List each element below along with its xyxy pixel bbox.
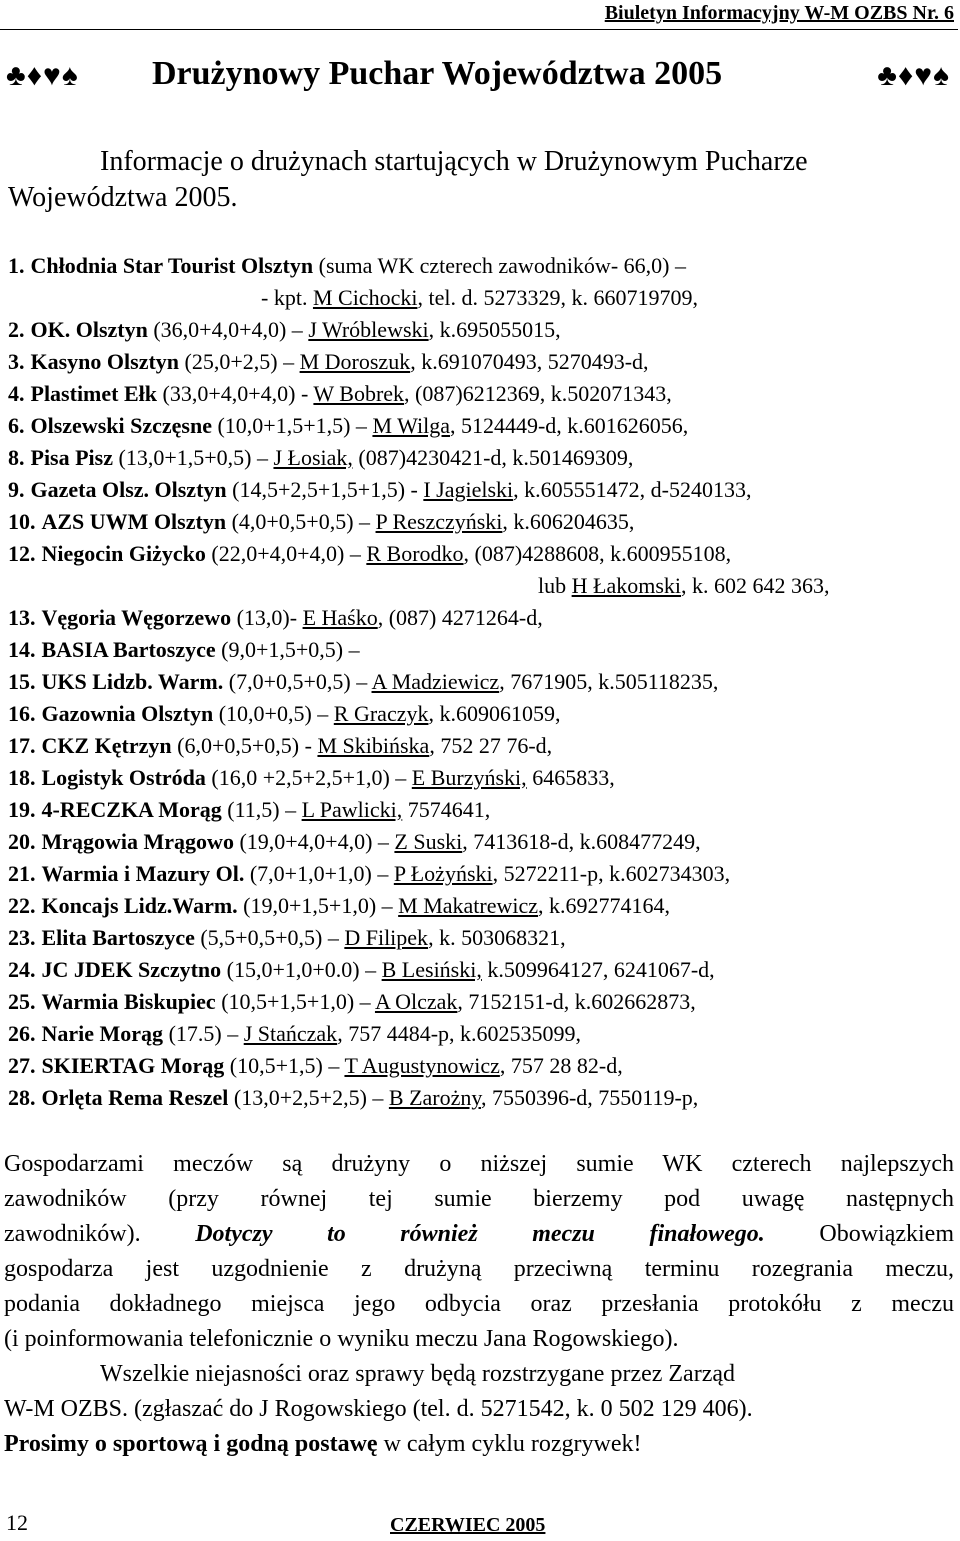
team-row [8, 1053, 623, 1079]
team-captain: T Augustynowicz [344, 1053, 500, 1078]
rules-line-5: podania dokładnego miejsca jego odbycia oraz przesłania protokółu z meczu [4, 1291, 954, 1317]
team-row [8, 541, 731, 567]
team-row [8, 669, 718, 695]
team-captain: W Bobrek [313, 381, 405, 406]
team-name: 4-RECZKA Morąg [41, 797, 222, 822]
team-row [8, 349, 649, 375]
team-name: Gazeta Olsz. Olsztyn [30, 477, 227, 502]
team-details: (13,0+2,5+2,5) – [228, 1085, 389, 1110]
team-number: 22. [8, 893, 36, 918]
header-rule [0, 29, 958, 30]
team-name: OK. Olsztyn [30, 317, 148, 342]
team-details: (11,5) – [221, 797, 302, 822]
team-number: 3. [8, 349, 25, 374]
card-suits-right-icon: ♣♦♥♠ [877, 59, 950, 92]
team-phones: , (087) 4271264-d, [377, 605, 543, 630]
team-phones: , k.691070493, 5270493-d, [410, 349, 649, 374]
team-phones: , 5124449-d, k.601626056, [449, 413, 689, 438]
team-details: (9,0+1,5+0,5) – [215, 637, 360, 662]
team-name: Kasyno Olsztyn [30, 349, 180, 374]
team-name: Plastimet Ełk [30, 381, 157, 406]
team-details: (25,0+2,5) – [179, 349, 300, 374]
team-name: Olszewski Szczęsne [30, 413, 212, 438]
team-details: (4,0+0,5+0,5) – [226, 509, 376, 534]
team-captain: M Skibińska [317, 733, 430, 758]
rules-line-2: zawodników (przy równej tej sumie bierzemy pod uwagę następnych [4, 1186, 954, 1212]
rules-line-7: Wszelkie niejasności oraz sprawy będą rozstrzygane przez Zarząd [100, 1361, 736, 1387]
team-phones: , 7152151-d, k.602662873, [457, 989, 696, 1014]
team-phones: , 757 4484-p, k.602535099, [337, 1021, 582, 1046]
team-details: (10,0+1,5+1,5) – [211, 413, 373, 438]
team-captain: B Lesiński, [381, 957, 482, 982]
team-name: Warmia Biskupiec [41, 989, 216, 1014]
team-captain: R Graczyk [333, 701, 429, 726]
team-row [8, 765, 615, 791]
team-number: 13. [8, 605, 36, 630]
team-number: 2. [8, 317, 25, 342]
page-number: 12 [6, 1510, 28, 1535]
team-number: 23. [8, 925, 36, 950]
team-row [8, 317, 561, 343]
card-suits-left-icon: ♣♦♥♠ [6, 59, 79, 92]
team-name: Gazownia Olsztyn [41, 701, 214, 726]
team-captain: P Łożyński [393, 861, 493, 886]
team-number: 21. [8, 861, 36, 886]
team-name: Warmia i Mazury Ol. [41, 861, 245, 886]
team-phones: , k.606204635, [502, 509, 635, 534]
team-name: JC JDEK Szczytno [41, 957, 222, 982]
team-details: (suma WK czterech zawodników- 66,0) – [313, 253, 686, 278]
team-phones: , 752 27 76-d, [429, 733, 553, 758]
team-number: 26. [8, 1021, 36, 1046]
team-row [8, 989, 696, 1015]
team-captain: J Stańczak [243, 1021, 338, 1046]
team-phones: k.509964127, 6241067-d, [481, 957, 715, 982]
team-captain: E Haśko [302, 605, 378, 630]
team-captain: M Cichocki [312, 285, 418, 310]
team-captain: Z Suski [394, 829, 463, 854]
team-captain: P Reszczyński [375, 509, 503, 534]
team-name: Koncajs Lidz.Warm. [41, 893, 238, 918]
team-captain: A Madziewicz [371, 669, 500, 694]
team-number: 15. [8, 669, 36, 694]
intro-line-2: Województwa 2005. [8, 182, 238, 213]
rules-line-8: W-M OZBS. (zgłaszać do J Rogowskiego (tel. d. 5271542, k. 0 502 129 406). [4, 1396, 753, 1422]
team-phones: , 7550396-d, 7550119-p, [480, 1085, 699, 1110]
issue-date: CZERWIEC 2005 [390, 1514, 546, 1536]
rules-line-3-emphasis: Dotyczy to również meczu finałowego. [195, 1221, 765, 1247]
team-number: 16. [8, 701, 36, 726]
team-name: Pisa Pisz [30, 445, 113, 470]
team-captain: A Olczak [374, 989, 458, 1014]
team-captain: J Wróblewski [308, 317, 429, 342]
team-details: (22,0+4,0+4,0) – [205, 541, 367, 566]
team-name: CKZ Kętrzyn [41, 733, 172, 758]
team-phones: , k. 503068321, [428, 925, 566, 950]
team-captain: R Borodko [366, 541, 464, 566]
team-details: - kpt. [261, 285, 313, 310]
team-details: (7,0+1,0+1,0) – [244, 861, 394, 886]
team-phones: , k.609061059, [428, 701, 561, 726]
team-captain: I Jagielski [423, 477, 514, 502]
team-name: Logistyk Ostróda [41, 765, 206, 790]
team-row [8, 445, 633, 471]
rules-line-6: (i poinformowania telefonicznie o wyniku meczu Jana Rogowskiego). [4, 1326, 679, 1352]
team-details: (5,5+0,5+0,5) – [194, 925, 345, 950]
team-number: 6. [8, 413, 25, 438]
team-name: Vęgoria Węgorzewo [41, 605, 232, 630]
team-number: 19. [8, 797, 36, 822]
rules-line-9-emphasis: Prosimy o sportową i godną postawę [4, 1431, 378, 1457]
team-name: Narie Morąg [41, 1021, 164, 1046]
team-number: 8. [8, 445, 25, 470]
team-phones: , k.695055015, [428, 317, 561, 342]
team-number: 20. [8, 829, 36, 854]
team-row [8, 797, 490, 823]
team-details: (10,0+0,5) – [213, 701, 334, 726]
team-row [8, 413, 688, 439]
team-row [8, 733, 552, 759]
team-phones: , (087)4288608, k.600955108, [463, 541, 732, 566]
team-name: Niegocin Giżycko [41, 541, 206, 566]
team-row [8, 637, 360, 663]
page-title-text: Drużynowy Puchar Województwa 2005 [152, 55, 723, 92]
team-phones: , 5272211-p, k.602734303, [492, 861, 731, 886]
team-details: (10,5+1,5+1,0) – [215, 989, 375, 1014]
team-row [538, 573, 830, 599]
team-name: SKIERTAG Morąg [41, 1053, 225, 1078]
team-details: (19,0+1,5+1,0) – [237, 893, 399, 918]
team-details: (14,5+2,5+1,5+1,5) - [226, 477, 424, 502]
rules-line-9 [4, 1431, 641, 1458]
team-details: (10,5+1,5) – [224, 1053, 345, 1078]
team-number: 17. [8, 733, 36, 758]
team-phones: , k. 602 642 363, [681, 573, 830, 598]
team-details: (16,0 +2,5+2,5+1,0) – [205, 765, 412, 790]
team-row [261, 285, 698, 311]
team-details: (13,0+1,5+0,5) – [113, 445, 274, 470]
team-number: 24. [8, 957, 36, 982]
team-name: Elita Bartoszyce [41, 925, 195, 950]
team-phones: 7574641, [402, 797, 491, 822]
team-captain: L Pawlicki, [301, 797, 403, 822]
team-row [8, 861, 730, 887]
intro-line-1: Informacje o drużynach startujących w Drużynowym Pucharze [100, 146, 808, 177]
team-phones: , 7413618-d, k.608477249, [462, 829, 701, 854]
team-row [8, 253, 686, 279]
team-details: (15,0+1,0+0.0) – [221, 957, 382, 982]
rules-line-3 [4, 1221, 954, 1248]
team-row [8, 1021, 581, 1047]
team-row [8, 829, 701, 855]
team-number: 1. [8, 253, 25, 278]
team-row [8, 893, 670, 919]
rules-line-1: Gospodarzami meczów są drużyny o niższej sumie WK czterech najlepszych [4, 1151, 954, 1177]
team-row [8, 381, 672, 407]
team-row [8, 477, 752, 503]
team-name: BASIA Bartoszyce [41, 637, 216, 662]
team-row [8, 605, 543, 631]
team-number: 18. [8, 765, 36, 790]
team-row [8, 1085, 698, 1111]
team-captain: B Zarożny [388, 1085, 481, 1110]
team-details: (19,0+4,0+4,0) – [233, 829, 395, 854]
team-name: Mrągowia Mrągowo [41, 829, 234, 854]
team-number: 12. [8, 541, 36, 566]
team-details: (36,0+4,0+4,0) – [147, 317, 309, 342]
team-details: (6,0+0,5+0,5) - [171, 733, 318, 758]
team-phones: , 757 28 82-d, [499, 1053, 623, 1078]
team-phones: , k.692774164, [538, 893, 671, 918]
team-name: AZS UWM Olsztyn [41, 509, 227, 534]
team-number: 14. [8, 637, 36, 662]
team-phones: , 7671905, k.505118235, [499, 669, 719, 694]
team-details: (17.5) – [163, 1021, 244, 1046]
team-details: (13,0)- [231, 605, 303, 630]
team-captain: M Wilga [372, 413, 450, 438]
rules-line-3-end: Obowiązkiem [764, 1221, 954, 1247]
rules-line-9-rest: w całym cyklu rozgrywek! [377, 1431, 642, 1457]
team-details: (7,0+0,5+0,5) – [223, 669, 372, 694]
team-captain: M Doroszuk [299, 349, 411, 374]
team-captain: D Filipek [344, 925, 429, 950]
team-number: 9. [8, 477, 25, 502]
rules-line-3-start: zawodników). [4, 1221, 196, 1247]
team-name: Chłodnia Star Tourist Olsztyn [30, 253, 314, 278]
team-number: 25. [8, 989, 36, 1014]
team-phones: , tel. d. 5273329, k. 660719709, [417, 285, 698, 310]
team-row [8, 925, 566, 951]
team-number: 4. [8, 381, 25, 406]
team-row [8, 957, 715, 983]
team-row [8, 701, 560, 727]
team-number: 27. [8, 1053, 36, 1078]
team-phones: (087)4230421-d, k.501469309, [352, 445, 634, 470]
team-captain: J Łosiak, [273, 445, 353, 470]
team-phones: 6465833, [526, 765, 615, 790]
team-name: Orlęta Rema Reszel [41, 1085, 229, 1110]
team-captain: M Makatrewicz [398, 893, 539, 918]
team-details: lub [538, 573, 572, 598]
team-captain: H Łakomski [571, 573, 682, 598]
team-phones: , (087)6212369, k.502071343, [404, 381, 672, 406]
team-name: UKS Lidzb. Warm. [41, 669, 224, 694]
team-details: (33,0+4,0+4,0) - [157, 381, 314, 406]
team-number: 10. [8, 509, 36, 534]
rules-line-4: gospodarza jest uzgodnienie z drużyną przeciwną terminu rozegrania meczu, [4, 1256, 954, 1282]
team-row [8, 509, 634, 535]
team-number: 28. [8, 1085, 36, 1110]
team-phones: , k.605551472, d-5240133, [513, 477, 752, 502]
bulletin-header: Biuletyn Informacyjny W-M OZBS Nr. 6 [604, 2, 954, 24]
team-captain: E Burzyński, [411, 765, 527, 790]
